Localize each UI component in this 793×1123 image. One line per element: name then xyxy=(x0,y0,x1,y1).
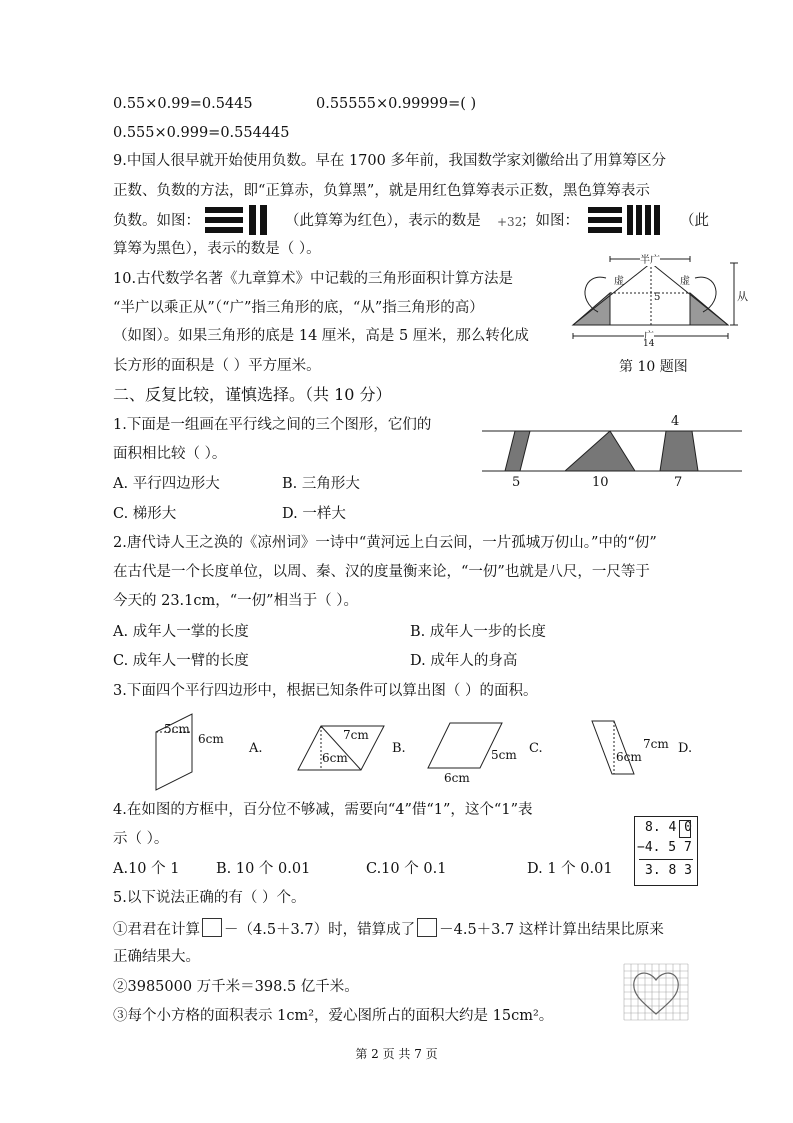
fig-bottom-label-2: 10 xyxy=(592,475,609,490)
parallelogram-b xyxy=(296,722,388,774)
fig-bottom-label-1: 5 xyxy=(512,475,521,490)
s2q2-line-3: 今天的 23.1cm，“一仞”相当于（ ）。 xyxy=(113,593,358,609)
q10-line-3: （如图）。如果三角形的底是 14 厘米，高是 5 厘米，那么转化成 xyxy=(113,328,529,344)
s2q1-line-1: 1.下面是一组画在平行线之间的三个图形，它们的 xyxy=(113,417,432,433)
calc-row-1: 8. 4 0 xyxy=(645,820,692,835)
s2q2-option-d: D. 成年人的身高 xyxy=(410,653,518,669)
q10-right-label: 虚 xyxy=(680,276,690,287)
q9-line-3e: （此 xyxy=(680,213,709,229)
heart-grid-figure xyxy=(622,962,690,1022)
page-footer: 第 2 页 共 7 页 xyxy=(355,1047,438,1061)
digit-highlight-box xyxy=(679,820,691,838)
s2q5-item-1 xyxy=(113,918,664,940)
fig-d-label-2: 6cm xyxy=(616,750,642,764)
s2q2-option-b: B. 成年人一步的长度 xyxy=(410,624,546,640)
heart-icon xyxy=(634,973,679,1014)
s2q5-item-1-c: －4.5＋3.7 这样计算出结果比原来 xyxy=(439,922,664,938)
q10-top-label: 半广 xyxy=(640,251,660,266)
q10-caption: 第 10 题图 xyxy=(619,359,688,375)
q10-line-1: 10.古代数学名著《九章算术》中记载的三角形面积计算方法是 xyxy=(113,271,514,287)
s2q2-line-1: 2.唐代诗人王之涣的《凉州词》一诗中“黄河远上白云间，一片孤城万仞山。”中的“仞” xyxy=(113,535,657,551)
s2q5-item-1-a: ①君君在计算 xyxy=(113,922,200,938)
q10-left-label: 虚 xyxy=(614,276,624,287)
q10-line-4: 长方形的面积是（ ）平方厘米。 xyxy=(113,358,321,374)
eq-line-1-right: 0.55555×0.99999=( ) xyxy=(316,96,477,112)
fig-c-label-1: 5cm xyxy=(491,748,517,762)
q9-line-4: 算筹为黑色），表示的数是（ ）。 xyxy=(113,241,321,257)
fig-b-label-2: 6cm xyxy=(322,751,348,765)
blank-box xyxy=(417,918,437,937)
fig-c-label-2: 6cm xyxy=(444,771,470,785)
s2q5-line-1: 5.以下说法正确的有（ ）个。 xyxy=(113,890,306,906)
q10-base-value: 14 xyxy=(643,339,655,349)
q9-line-3a: 负数。如图： xyxy=(113,213,200,229)
eq-line-1-left: 0.55×0.99=0.5445 xyxy=(113,96,253,112)
fig-a-option: A. xyxy=(249,741,263,756)
q10-height-label: 5 xyxy=(654,292,661,303)
s2q4-option-c: C.10 个 0.1 xyxy=(366,861,447,877)
s2q2-option-c: C. 成年人一臂的长度 xyxy=(113,653,249,669)
s2q4-option-b: B. 10 个 0.01 xyxy=(216,861,311,877)
q9-line-2: 正数、负数的方法，即“正算赤，负算黑”，就是用红色算筹表示正数，黑色算筹表示 xyxy=(113,183,650,199)
section-2-title: 二、反复比较，谨慎选择。（共 10 分） xyxy=(113,385,392,404)
s2q5-item-1-b: －（4.5＋3.7）时，错算成了 xyxy=(224,922,416,938)
q10-base-label: 广 xyxy=(644,327,654,342)
fig-d-option: D. xyxy=(678,741,693,756)
q9-line-3d: ；如图： xyxy=(521,213,579,229)
parallel-shapes-figure xyxy=(480,425,745,475)
s2q2-option-a: A. 成年人一掌的长度 xyxy=(113,624,249,640)
s2q1-option-d: D. 一样大 xyxy=(282,506,346,522)
subtraction-box xyxy=(634,816,698,886)
q9-positive-value: +32 xyxy=(497,215,523,229)
fig-b-label-1: 7cm xyxy=(343,728,369,742)
s2q4-option-a: A.10 个 1 xyxy=(113,861,180,877)
counting-rods-red-icon xyxy=(205,205,267,235)
s2q4-line-2: 示（ ）。 xyxy=(113,831,169,847)
s2q5-item-2: ②3985000 万千米＝398.5 亿千米。 xyxy=(113,979,359,995)
q10-side-label: 从 xyxy=(737,290,748,303)
s2q1-option-a: A. 平行四边形大 xyxy=(113,476,220,492)
blank-box xyxy=(202,918,222,937)
counting-rods-black-icon xyxy=(588,205,662,235)
parallelogram-d xyxy=(590,718,642,778)
fig-top-label: 4 xyxy=(671,414,680,429)
s2q4-option-d: D. 1 个 0.01 xyxy=(527,861,613,877)
fig-bottom-label-3: 7 xyxy=(674,475,683,490)
fig-b-option: B. xyxy=(392,741,406,756)
s2q5-item-3: ③每个小方格的面积表示 1cm²，爱心图所占的面积大约是 15cm²。 xyxy=(113,1008,554,1024)
fig-a-label-2: 6cm xyxy=(198,732,224,746)
q9-line-3b: （此算筹为红色），表示的数是 xyxy=(285,213,481,229)
s2q4-line-1: 4.在如图的方框中，百分位不够减，需要向“4”借“1”，这个“1”表 xyxy=(113,802,533,818)
s2q1-option-b: B. 三角形大 xyxy=(282,476,360,492)
s2q5-item-1-line-2: 正确结果大。 xyxy=(113,949,200,965)
fig-a-label-1: 5cm xyxy=(164,722,190,736)
s2q2-line-2: 在古代是一个长度单位，以周、秦、汉的度量衡来论，“一仞”也就是八尺，一尺等于 xyxy=(113,564,650,580)
s2q1-option-c: C. 梯形大 xyxy=(113,506,177,522)
eq-line-2: 0.555×0.999=0.554445 xyxy=(113,125,290,141)
s2q3-line-1: 3.下面四个平行四边形中，根据已知条件可以算出图（ ）的面积。 xyxy=(113,683,538,699)
calc-row-2: −4. 5 7 xyxy=(637,840,692,855)
fig-d-label-1: 7cm xyxy=(643,737,669,751)
fig-c-option: C. xyxy=(529,741,543,756)
s2q1-line-2: 面积相比较（ ）。 xyxy=(113,446,227,462)
parallelogram-c xyxy=(426,720,506,772)
q10-line-2: “半广以乘正从”（“广”指三角形的底，“从”指三角形的高） xyxy=(113,300,484,316)
q9-line-1: 9.中国人很早就开始使用负数。早在 1700 多年前，我国数学家刘徽给出了用算筹区分 xyxy=(113,153,666,169)
calc-row-3: 3. 8 3 xyxy=(645,863,692,878)
